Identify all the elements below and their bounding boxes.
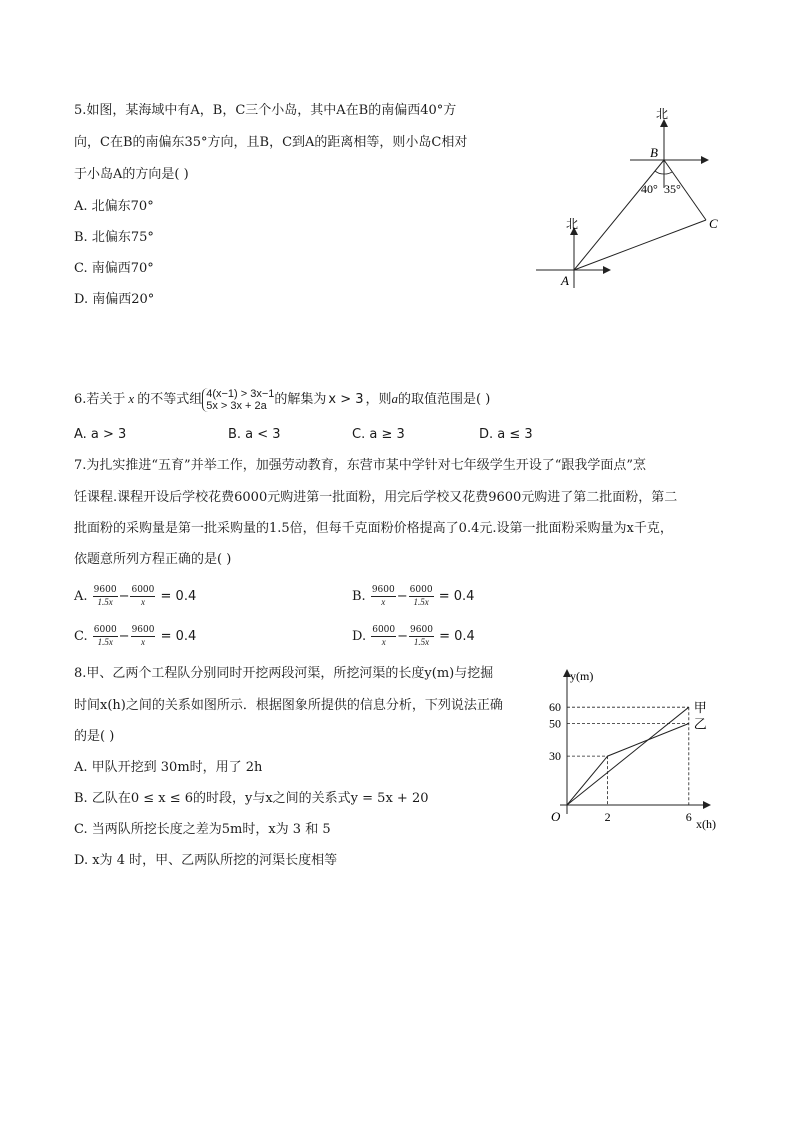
- q7-line-4: 依题意所列方程正确的是( ): [74, 552, 232, 567]
- q7-a-rhs: = 0.4: [160, 589, 197, 604]
- x-tick-6: 6: [685, 810, 692, 824]
- q7-option-b[interactable]: B. $\frac{9600}{x}$ − $\frac{6000}{1.5x}$ = 0.4: [352, 585, 475, 607]
- chart-x-label: x(h): [696, 817, 716, 831]
- q6-ineq-1: 4(x−1) > 3x−1: [206, 387, 275, 400]
- chart-origin-label: O: [551, 809, 561, 824]
- q6-mid2: 的解集为: [274, 392, 327, 407]
- angle-arc-40: [655, 171, 664, 174]
- q8-line-1: 8.甲、乙两个工程队分别同时开挖两段河渠，所挖河渠的长度y(m)与挖掘: [74, 666, 494, 681]
- series-label-jia: 甲: [693, 700, 707, 716]
- q7-c-den-2: x: [141, 637, 146, 647]
- q5-line-2: 向，C在B的南偏东35°方向，且B，C到A的距离相等，则小岛C相对: [74, 135, 468, 150]
- chart-y-label: y(m): [570, 669, 594, 683]
- x-tick-2: 2: [604, 810, 611, 824]
- q6-ineq-2: 5x > 3x + 2a: [206, 399, 267, 412]
- north-label-a: 北: [566, 217, 579, 231]
- q7-option-c[interactable]: C. $\frac{6000}{1.5x}$ − $\frac{9600}{x}$ = 0.4: [74, 625, 197, 647]
- label-a: A: [561, 273, 569, 288]
- angle-label-40: 40°: [641, 182, 658, 196]
- q7-line-2: 饪课程.课程开设后学校花费6000元购进第一批面粉，用完后学校又花费9600元购进了第二批面粉，第二: [74, 490, 678, 505]
- q7-b-den-1: x: [381, 597, 386, 607]
- q7-option-d[interactable]: D. $\frac{6000}{x}$ − $\frac{9600}{1.5x}$ = 0.4: [352, 625, 475, 647]
- angle-label-35: 35°: [664, 182, 681, 196]
- q7-a-den-1: 1.5x: [97, 597, 113, 607]
- q7-line-3: 批面粉的采购量是第一批采购量的1.5倍，但每千克面粉价格提高了0.4元.设第一批面粉采购量为x千克，: [74, 521, 673, 536]
- series-line-yi: [567, 724, 689, 806]
- q7-option-c-label: C.: [74, 629, 88, 644]
- q7-d-num-1: 6000: [372, 625, 396, 635]
- q5-direction-figure: [530, 100, 730, 295]
- q5-line-3: 于小岛A的方向是( ): [74, 167, 189, 182]
- q7-option-a-label: A.: [74, 589, 88, 604]
- q6-prefix: 6.若关于: [74, 392, 126, 407]
- q7-d-den-2: 1.5x: [413, 637, 430, 647]
- q6-inequality-system: [202, 388, 274, 412]
- q5-option-c[interactable]: C. 南偏西70°: [74, 261, 154, 276]
- q7-d-rhs: = 0.4: [439, 629, 475, 644]
- q6-option-b[interactable]: B. a < 3: [228, 427, 281, 442]
- y-tick-30: 30: [549, 749, 561, 764]
- q7-c-rhs: = 0.4: [160, 629, 197, 644]
- q7-option-b-label: B.: [352, 589, 366, 604]
- q7-c-den-1: 1.5x: [97, 637, 113, 647]
- q7-b-num-2: 6000: [409, 585, 433, 595]
- segment-ab: [574, 160, 664, 270]
- q5-option-d[interactable]: D. 南偏西20°: [74, 292, 155, 307]
- q7-c-num-1: 6000: [93, 625, 117, 635]
- segment-ac: [574, 220, 706, 270]
- q7-d-num-2: 9600: [410, 625, 433, 635]
- q6-var-a: a: [391, 391, 399, 406]
- q6-option-c[interactable]: C. a ≥ 3: [352, 427, 405, 442]
- q5-line-1: 5.如图，某海域中有A，B，C三个小岛，其中A在B的南偏西40°方: [74, 103, 457, 118]
- q7-option-d-label: D.: [352, 629, 367, 644]
- q6-mid: 的不等式组: [137, 392, 203, 407]
- q7-line-1: 7.为扎实推进“五育”并举工作，加强劳动教育，东营市某中学针对七年级学生开设了“跟我学面点”烹: [74, 458, 646, 473]
- q7-d-den-1: x: [381, 637, 386, 647]
- q7-c-num-2: 9600: [131, 625, 155, 635]
- q6-option-d[interactable]: D. a ≤ 3: [479, 427, 533, 442]
- q6-solution: x > 3: [328, 392, 364, 407]
- series-label-yi: 乙: [693, 716, 707, 732]
- q8-option-a[interactable]: A. 甲队开挖到 30m时，用了 2h: [74, 760, 263, 775]
- y-tick-50: 50: [549, 716, 561, 731]
- label-c: C: [709, 216, 718, 231]
- q6-var-x: x: [128, 391, 135, 406]
- q8-option-d[interactable]: D. x为 4 时，甲、乙两队所挖的河渠长度相等: [74, 853, 338, 868]
- q7-option-a[interactable]: A. $\frac{9600}{1.5x}$ − $\frac{6000}{x}$ = 0.4: [74, 585, 197, 607]
- q7-b-num-1: 9600: [371, 585, 395, 595]
- q5-option-a[interactable]: A. 北偏东70°: [74, 199, 154, 214]
- q8-option-c[interactable]: C. 当两队所挖长度之差为5m时，x为 3 和 5: [74, 822, 331, 837]
- q6-mid3: ，则: [365, 392, 392, 407]
- north-label-b: 北: [656, 107, 669, 121]
- q8-option-b[interactable]: B. 乙队在0 ≤ x ≤ 6的时段，y与x之间的关系式y = 5x + 20: [74, 791, 429, 806]
- q6-stem: [74, 386, 490, 413]
- q5-option-b[interactable]: B. 北偏东75°: [74, 230, 154, 245]
- label-b: B: [650, 145, 658, 160]
- q8-line-chart: [530, 664, 730, 839]
- q8-line-2: 时间x(h)之间的关系如图所示．根据图象所提供的信息分析，下列说法正确: [74, 698, 503, 713]
- angle-arc-35: [664, 172, 672, 174]
- q7-a-den-2: x: [140, 597, 145, 607]
- q7-b-rhs: = 0.4: [438, 589, 475, 604]
- q8-line-3: 的是( ): [74, 729, 115, 744]
- series-line-jia: [567, 707, 689, 805]
- y-tick-60: 60: [549, 700, 561, 715]
- q7-a-num-2: 6000: [131, 585, 155, 595]
- q6-option-a[interactable]: A. a > 3: [74, 427, 127, 442]
- q7-b-den-2: 1.5x: [413, 597, 429, 607]
- q7-a-num-1: 9600: [93, 585, 117, 595]
- q6-suffix: 的取值范围是( ): [398, 392, 491, 407]
